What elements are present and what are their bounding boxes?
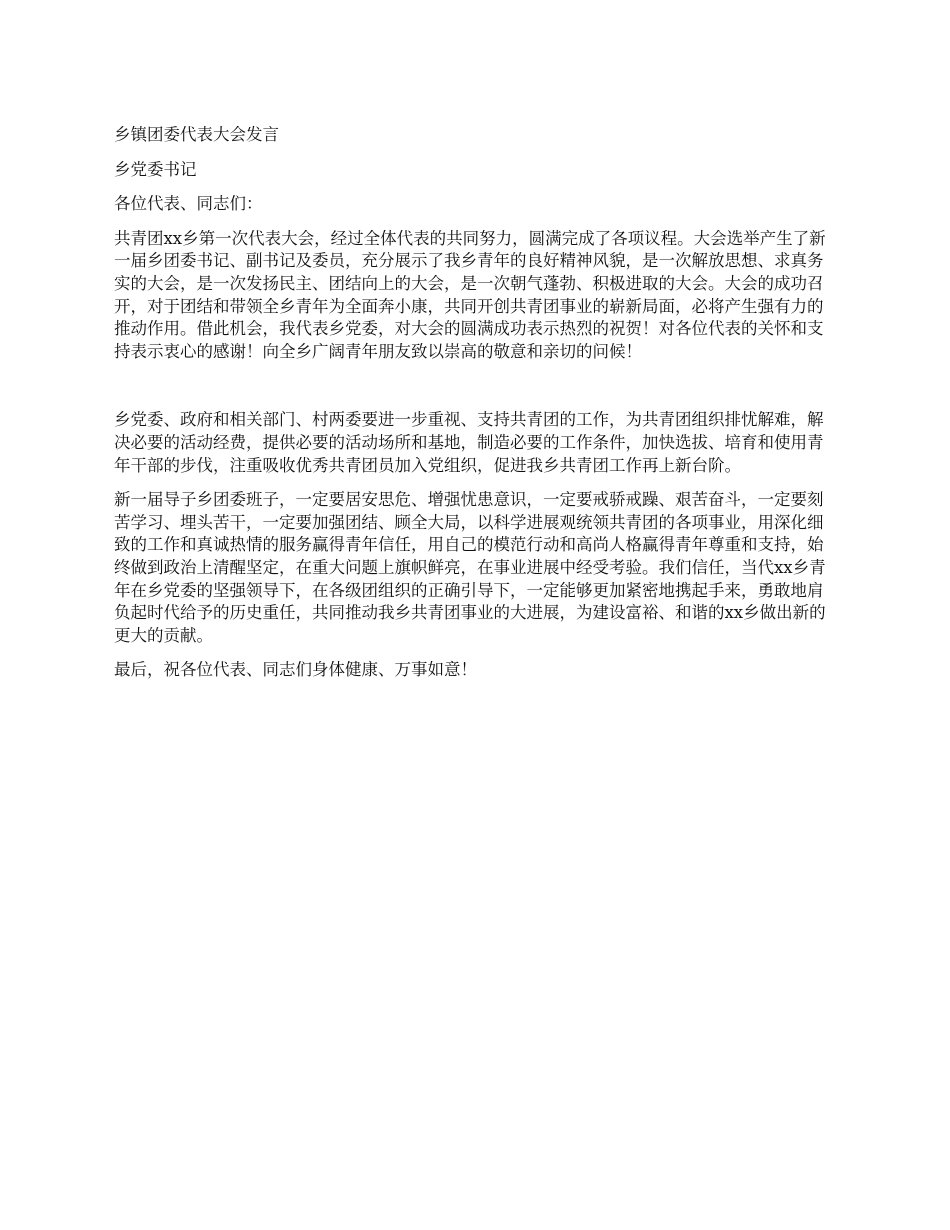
speaker-line: 乡党委书记 bbox=[114, 159, 197, 179]
salutation-line: 各位代表、同志们： bbox=[114, 194, 263, 214]
paragraph-1: 共青团xx乡第一次代表大会，经过全体代表的共同努力，圆满完成了各项议程。大会选举产生了新一届乡团委书记、副书记及委员，充分展示了我乡青年的良好精神风貌，是一次解放思想、求真务实的大会，是一次发扬民主、团结向上的大会，是一次朝气蓬勃、积极进取的大会。大会的成功召开，对于团结和带领全乡青年为全面奔小康，共同开创共青团事业的崭新局面，必将产生强有力的推动作用。借此机会，我代表乡党委，对大会的圆满成功表示热烈的祝贺！对各位代表的关怀和支持表示衷心的感谢！向全乡广阔青年朋友致以崇高的敬意和亲切的问候！ bbox=[114, 228, 826, 361]
closing-line: 最后，祝各位代表、同志们身体健康、万事如意！ bbox=[114, 660, 477, 680]
document-title: 乡镇团委代表大会发言 bbox=[114, 125, 279, 144]
paragraph-2: 乡党委、政府和相关部门、村两委要进一步重视、支持共青团的工作，为共青团组织排忧解难，解决必要的活动经费，提供必要的活动场所和基地，制造必要的工作条件，加快选拔、培育和使用青年干部的步伐，注重吸收优秀共青团员加入党组织，促进我乡共青团工作再上新台阶。 bbox=[114, 410, 824, 475]
paragraph-3: 新一届导子乡团委班子，一定要居安思危、增强忧患意识，一定要戒骄戒躁、艰苦奋斗，一定要刻苦学习、埋头苦干，一定要加强团结、顾全大局，以科学进展观统领共青团的各项事业，用深化细致的工作和真诚热情的服务赢得青年信任，用自己的模范行动和高尚人格赢得青年尊重和支持，始终做到政治上清醒坚定，在重大问题上旗帜鲜亮，在事业进展中经受考验。我们信任，当代xx乡青年在乡党委的坚强领导下，在各级团组织的正确引导下，一定能够更加紧密地携起手来，勇敢地肩负起时代给予的历史重任，共同推动我乡共青团事业的大进展，为建设富裕、和谐的xx乡做出新的更大的贡献。 bbox=[114, 490, 826, 645]
document-body bbox=[114, 124, 838, 694]
